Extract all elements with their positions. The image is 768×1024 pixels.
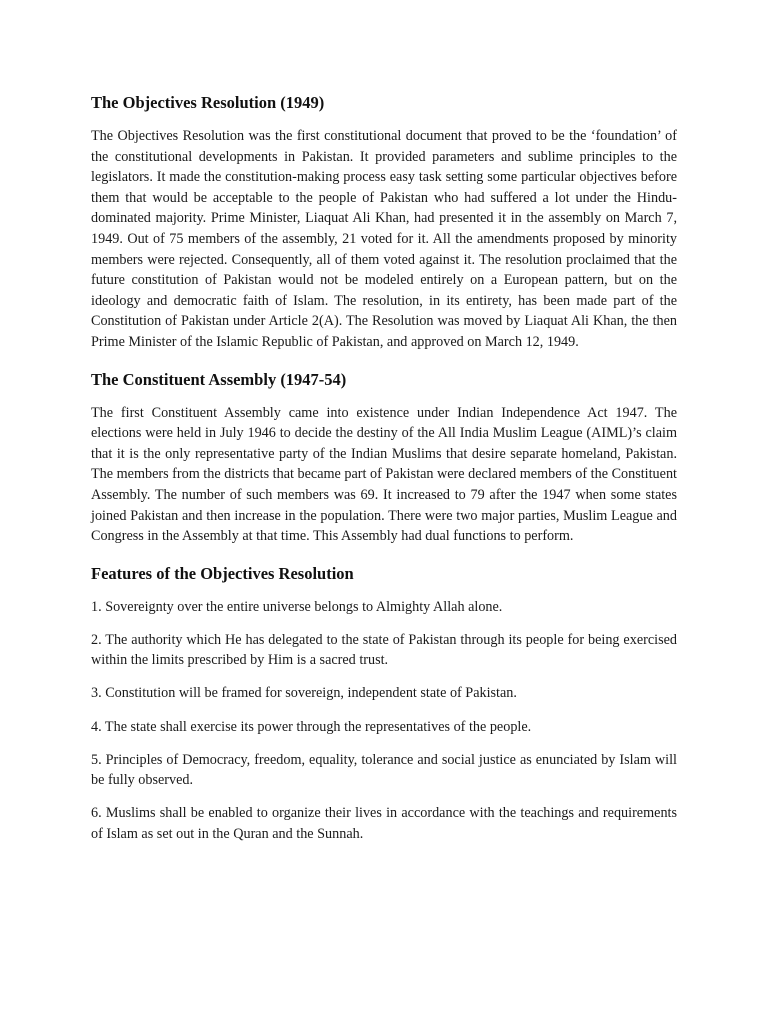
list-item: 5. Principles of Democracy, freedom, equality, tolerance and social justice as enunciated by Islam will be fully observed. [91,751,677,789]
list-item: 3. Constitution will be framed for sovereign, independent state of Pakistan. [91,685,517,702]
heading-features: Features of the Objectives Resolution [91,563,354,583]
list-item: 2. The authority which He has delegated to the state of Pakistan through its people for being exercised within the limits prescribed by Him is a sacred trust. [91,631,677,669]
heading-objectives-resolution: The Objectives Resolution (1949) [91,93,325,112]
heading-constituent-assembly: The Constituent Assembly (1947-54) [91,369,347,389]
paragraph-constituent-assembly: The first Constituent Assembly came into existence under Indian Independence Act 1947. The elections were held in July 1946 to decide the destiny of the All India Muslim League (AIML)’s claim that it is the only representative party of the Indian Muslims that desire separate homeland, Pakistan. The members from the districts that became part of Pakistan were declared members of the Constituent Assembly. The number of such members was 69. It increased to 79 after the 1947 when some states joined Pakistan and then increase in the population. There were two major parties, Muslim League and Congress in the Assembly at that time. This Assembly had dual functions to perform. [91,404,677,545]
section-constituent-assembly [91,369,677,547]
section-objectives-resolution [91,92,677,353]
features-list [91,597,677,845]
list-item: 4. The state shall exercise its power through the representatives of the people. [91,718,532,735]
list-item: 1. Sovereignty over the entire universe belongs to Almighty Allah alone. [91,598,503,615]
document-page [91,92,677,857]
paragraph-objectives-resolution: The Objectives Resolution was the first constitutional document that proved to be the ‘foundation’ of the constitutional developments in Pakistan. It provided parameters and sublime principles to the legislators. It made the constitution-making process easy task setting some particular objectives before them that would be acceptable to the people of Pakistan who had suffered a lot under the Hindu-dominated majority. Prime Minister, Liaquat Ali Khan, had presented it in the assembly on March 7, 1949. Out of 75 members of the assembly, 21 voted for it. All the amendments proposed by minority members were rejected. Consequently, all of them voted against it. The resolution proclaimed that the future constitution of Pakistan would not be modeled entirely on a European pattern, but on the ideology and democratic faith of Islam. The resolution, in its entirety, has been made part of the Constitution of Pakistan under Article 2(A). The Resolution was moved by Liaquat Ali Khan, the then Prime Minister of the Islamic Republic of Pakistan, and approved on March 12, 1949. [91,128,677,350]
section-features [91,563,677,845]
list-item: 6. Muslims shall be enabled to organize their lives in accordance with the teachings and requirements of Islam as set out in the Quran and the Sunnah. [91,805,677,842]
